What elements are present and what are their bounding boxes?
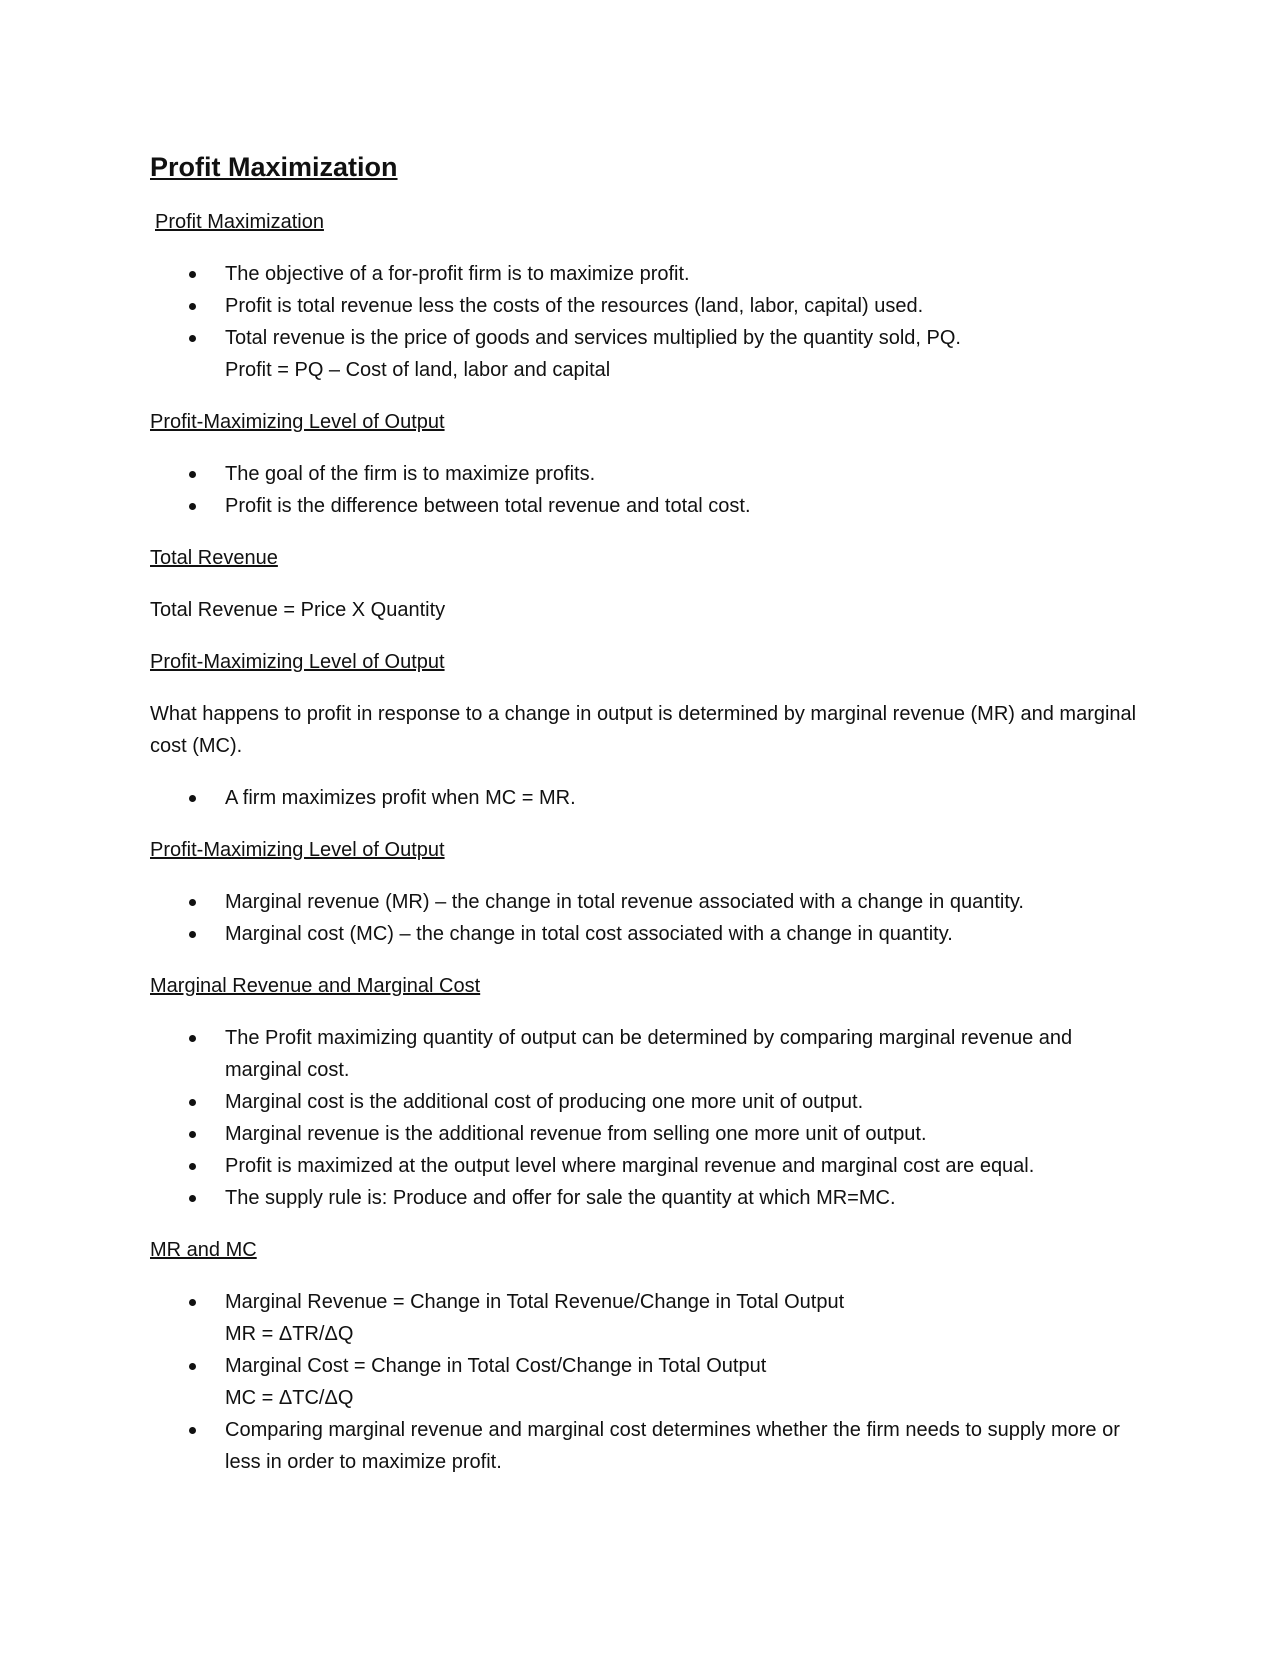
bullet-icon — [189, 1163, 196, 1170]
list-item — [150, 918, 1140, 950]
list-item-text: The supply rule is: Produce and offer for sale the quantity at which MR=MC. — [225, 1187, 896, 1209]
document-page — [150, 150, 1140, 1498]
list-item — [150, 886, 1140, 918]
list-item-text: The Profit maximizing quantity of output can be determined by comparing marginal revenue and marginal cost. — [225, 1027, 1073, 1081]
list-item-text: Marginal cost (MC) – the change in total cost associated with a change in quantity. — [225, 923, 953, 945]
section-heading: Profit-Maximizing Level of Output — [150, 411, 445, 433]
list-item-subline: MC = ΔTC/ΔQ — [225, 1387, 354, 1409]
list-item-text: Marginal cost is the additional cost of producing one more unit of output. — [225, 1091, 864, 1113]
bullet-icon — [189, 931, 196, 938]
list-item-text: The goal of the firm is to maximize profits. — [225, 463, 596, 485]
list-item — [150, 322, 1140, 386]
bullet-icon — [189, 335, 196, 342]
bullet-icon — [189, 899, 196, 906]
list-item — [150, 1118, 1140, 1150]
section-heading: Marginal Revenue and Marginal Cost — [150, 975, 481, 997]
list-item-text: Marginal revenue (MR) – the change in total revenue associated with a change in quantity. — [225, 891, 1024, 913]
paragraph: What happens to profit in response to a change in output is determined by marginal revenue (MR) and marginal cost (MC). — [150, 703, 1137, 757]
section-heading: Profit-Maximizing Level of Output — [150, 839, 445, 861]
list-item-text: Profit is total revenue less the costs of the resources (land, labor, capital) used. — [225, 295, 924, 317]
bullet-list — [150, 1022, 1140, 1214]
list-item-text: The objective of a for-profit firm is to maximize profit. — [225, 263, 690, 285]
list-item-text: Marginal revenue is the additional revenue from selling one more unit of output. — [225, 1123, 927, 1145]
list-item-text: Total revenue is the price of goods and services multiplied by the quantity sold, PQ. — [225, 327, 961, 349]
list-item — [150, 1286, 1140, 1350]
list-item — [150, 290, 1140, 322]
bullet-icon — [189, 271, 196, 278]
bullet-icon — [189, 1099, 196, 1106]
list-item-text: Marginal Revenue = Change in Total Revenue/Change in Total Output — [225, 1291, 845, 1313]
bullet-icon — [189, 303, 196, 310]
bullet-list — [150, 1286, 1140, 1478]
list-item-text: A firm maximizes profit when MC = MR. — [225, 787, 576, 809]
list-item-text: Marginal Cost = Change in Total Cost/Change in Total Output — [225, 1355, 767, 1377]
bullet-list — [150, 782, 1140, 814]
document-title: Profit Maximization — [150, 152, 398, 182]
section-heading: MR and MC — [150, 1239, 257, 1261]
section-heading: Total Revenue — [150, 547, 278, 569]
bullet-icon — [189, 795, 196, 802]
list-item — [150, 1182, 1140, 1214]
list-item — [150, 1414, 1140, 1478]
list-item-text: Comparing marginal revenue and marginal cost determines whether the firm needs to supply more or less in order to maximize profit. — [225, 1419, 1120, 1473]
list-item — [150, 258, 1140, 290]
bullet-list — [150, 258, 1140, 386]
bullet-icon — [189, 1195, 196, 1202]
list-item — [150, 490, 1140, 522]
bullet-list — [150, 458, 1140, 522]
list-item — [150, 1022, 1140, 1086]
bullet-icon — [189, 1035, 196, 1042]
paragraph: Total Revenue = Price X Quantity — [150, 599, 446, 621]
bullet-icon — [189, 503, 196, 510]
list-item — [150, 1350, 1140, 1414]
bullet-list — [150, 886, 1140, 950]
section-heading: Profit Maximization — [155, 211, 324, 233]
bullet-icon — [189, 1131, 196, 1138]
section-heading: Profit-Maximizing Level of Output — [150, 651, 445, 673]
list-item-text: Profit is maximized at the output level where marginal revenue and marginal cost are equal. — [225, 1155, 1035, 1177]
list-item — [150, 1086, 1140, 1118]
bullet-icon — [189, 471, 196, 478]
list-item-subline: Profit = PQ – Cost of land, labor and capital — [225, 359, 611, 381]
list-item-text: Profit is the difference between total revenue and total cost. — [225, 495, 751, 517]
bullet-icon — [189, 1427, 196, 1434]
bullet-icon — [189, 1299, 196, 1306]
list-item — [150, 782, 1140, 814]
list-item — [150, 458, 1140, 490]
bullet-icon — [189, 1363, 196, 1370]
list-item-subline: MR = ΔTR/ΔQ — [225, 1323, 354, 1345]
list-item — [150, 1150, 1140, 1182]
